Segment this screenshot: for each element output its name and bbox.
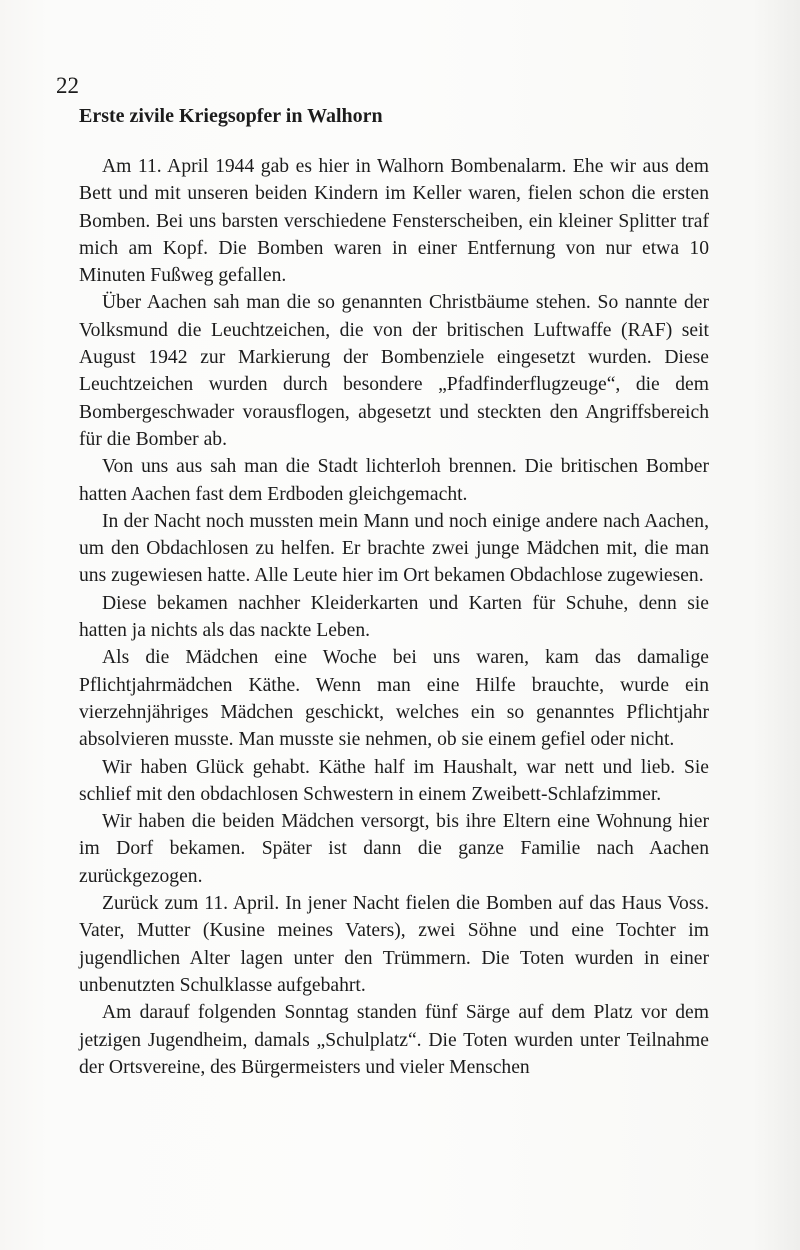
paragraph: Über Aachen sah man die so genannten Christbäume stehen. So nannte der Volksmund die Leuchtzeichen, die von der britischen Luftwaffe (RAF) seit August 1942 zur Markierung der Bombenziele eingesetzt wurden. Diese Leuchtzeichen wurden durch besondere „Pfadfinderflugzeuge“, die dem Bombergeschwader vorausflogen, abgesetzt und steckten den Angriffsbereich für die Bomber ab. xyxy=(79,292,709,450)
paragraph: Diese bekamen nachher Kleiderkarten und Karten für Schuhe, denn sie hatten ja nichts als das nackte Leben. xyxy=(79,592,709,642)
body-text xyxy=(79,153,709,1081)
paragraph: Wir haben Glück gehabt. Käthe half im Haushalt, war nett und lieb. Sie schlief mit den obdachlosen Schwestern in einem Zweibett-Schlafzimmer. xyxy=(79,756,709,805)
paragraph: Als die Mädchen eine Woche bei uns waren, kam das damalige Pflichtjahrmädchen Käthe. Wenn man eine Hilfe brauchte, wurde ein vierzehnjähriges Mädchen geschickt, welches ein so genanntes Pflichtjahr absolvieren musste. Man musste sie nehmen, ob sie einem gefiel oder nicht. xyxy=(79,647,709,751)
paragraph: Wir haben die beiden Mädchen versorgt, bis ihre Eltern eine Wohnung hier im Dorf bekamen. Später ist dann die ganze Familie nach Aachen zurückgezogen. xyxy=(79,811,709,887)
paragraph: Zurück zum 11. April. In jener Nacht fielen die Bomben auf das Haus Voss. Vater, Mutter (Kusine meines Vaters), zwei Söhne und eine Tochter im jugendlichen Alter lagen unter den Trümmern. Die Toten wurden in einer unbenutzten Schulklasse aufgebahrt. xyxy=(79,893,709,996)
paragraph: Von uns aus sah man die Stadt lichterloh brennen. Die britischen Bomber hatten Aachen fast dem Erdboden gleichgemacht. xyxy=(79,456,709,505)
chapter-heading: Erste zivile Kriegsopfer in Walhorn xyxy=(79,105,383,127)
paragraph: Am 11. April 1944 gab es hier in Walhorn Bombenalarm. Ehe wir aus dem Bett und mit unseren beiden Kindern im Keller waren, fielen schon die ersten Bomben. Bei uns barsten verschiedene Fensterscheiben, ein kleiner Splitter traf mich am Kopf. Die Bomben waren in einer Entfernung von nur etwa 10 Minuten Fußweg gefallen. xyxy=(79,156,709,287)
page-number: 22 xyxy=(56,73,79,98)
paragraph: Am darauf folgenden Sonntag standen fünf Särge auf dem Platz vor dem jetzigen Jugendheim, damals „Schulplatz“. Die Toten wurden unter Teilnahme der Ortsvereine, des Bürgermeisters und vieler Menschen xyxy=(79,1002,709,1078)
paragraph: In der Nacht noch mussten mein Mann und noch einige andere nach Aachen, um den Obdachlosen zu helfen. Er brachte zwei junge Mädchen mit, die man uns zugewiesen hatte. Alle Leute hier im Ort bekamen Obdachlose zugewiesen. xyxy=(79,510,709,587)
